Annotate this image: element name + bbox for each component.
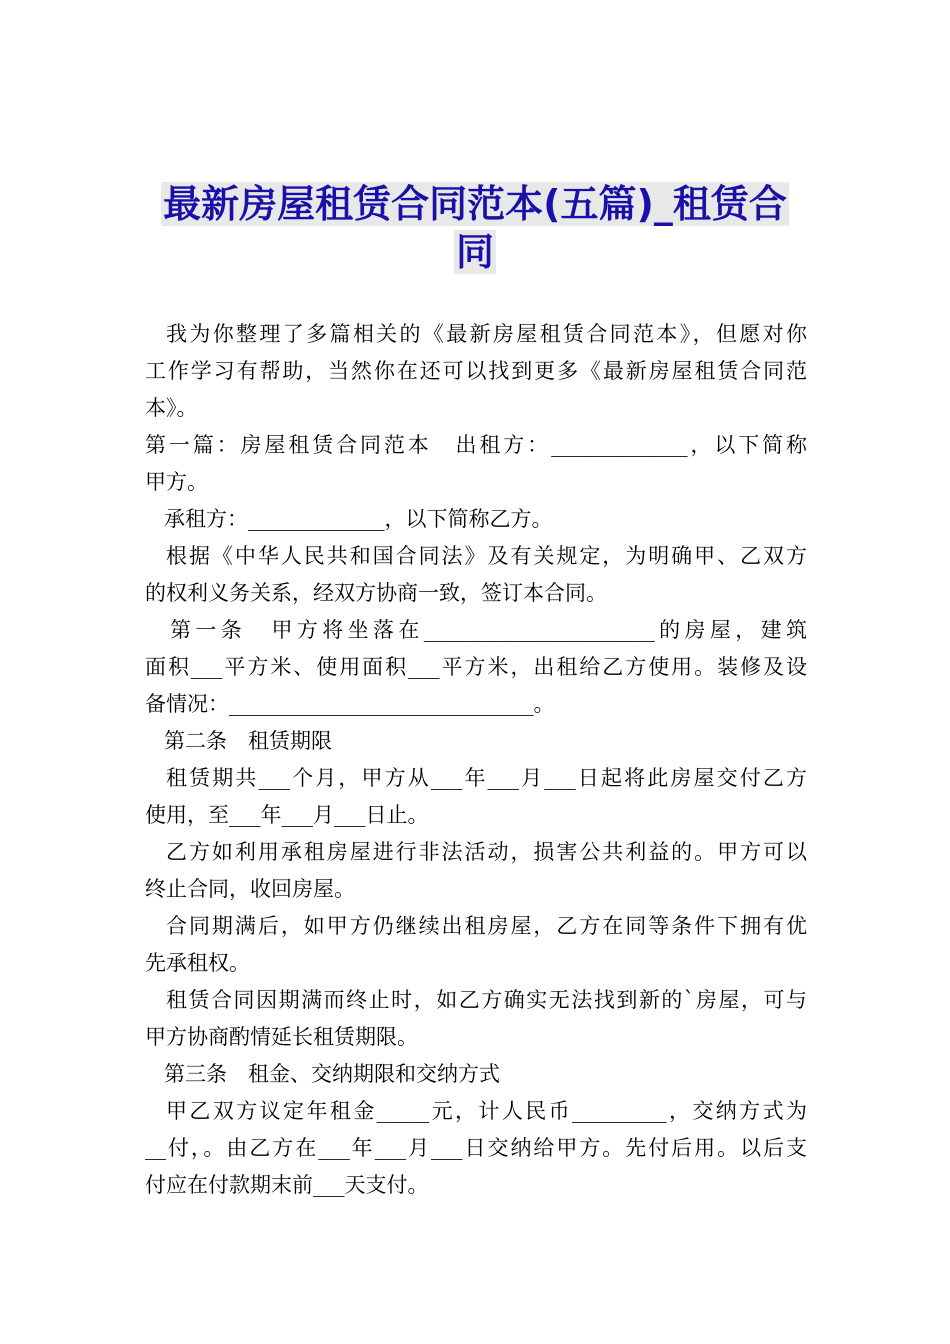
paragraph-line: 的权利义务关系，经双方协商一致，签订本合同。 — [145, 581, 607, 605]
paragraph-line: 面积___平方米、使用面积___平方米，出租给乙方使用。装修及设 — [145, 655, 807, 679]
document-title-line-2: 同 — [455, 230, 494, 274]
paragraph-line: 甲方协商酌情延长租赁期限。 — [145, 1025, 418, 1049]
paragraph-line: 租赁合同因期满而终止时，如乙方确实无法找到新的`房屋，可与 — [166, 988, 807, 1012]
paragraph-line: __付，。由乙方在___年___月___日交纳给甲方。先付后用。以后支 — [145, 1136, 807, 1160]
section-heading: 第三条 租金、交纳期限和交纳方式 — [164, 1062, 500, 1086]
paragraph-line: 乙方如利用承租房屋进行非法活动，损害公共利益的。甲方可以 — [166, 840, 807, 864]
paragraph-line: 本》。 — [145, 396, 198, 420]
paragraph-line: 第一篇：房屋租赁合同范本 出租方：_____________，以下简称 — [145, 433, 807, 457]
paragraph-line: 承租方：_____________，以下简称乙方。 — [164, 507, 553, 531]
paragraph-line: 备情况：_____________________________。 — [145, 692, 555, 716]
paragraph-line: 甲方。 — [145, 470, 208, 494]
paragraph-line: 我为你整理了多篇相关的《最新房屋租赁合同范本》，但愿对你 — [166, 322, 807, 346]
section-heading: 第二条 租赁期限 — [164, 729, 332, 753]
paragraph-line: 使用，至___年___月___日止。 — [145, 803, 429, 827]
paragraph-line: 终止合同，收回房屋。 — [145, 877, 355, 901]
paragraph-line: 工作学习有帮助，当然你在还可以找到更多《最新房屋租赁合同范 — [145, 359, 807, 383]
paragraph-line: 合同期满后，如甲方仍继续出租房屋，乙方在同等条件下拥有优 — [166, 914, 807, 938]
paragraph-line: 甲乙双方议定年租金_____元，计人民币_________，交纳方式为 — [166, 1099, 807, 1123]
paragraph-line: 租赁期共___个月，甲方从___年___月___日起将此房屋交付乙方 — [166, 766, 807, 790]
paragraph-line: 付应在付款期末前___天支付。 — [145, 1173, 429, 1197]
document-title-line-1: 最新房屋租赁合同范本(五篇)_租赁合 — [163, 182, 787, 226]
paragraph-line: 先承租权。 — [145, 951, 250, 975]
paragraph-line: 第一条 甲方将坐落在______________________的房屋，建筑 — [170, 618, 807, 642]
document-body — [145, 316, 807, 1204]
paragraph-line: 根据《中华人民共和国合同法》及有关规定，为明确甲、乙双方 — [166, 544, 807, 568]
